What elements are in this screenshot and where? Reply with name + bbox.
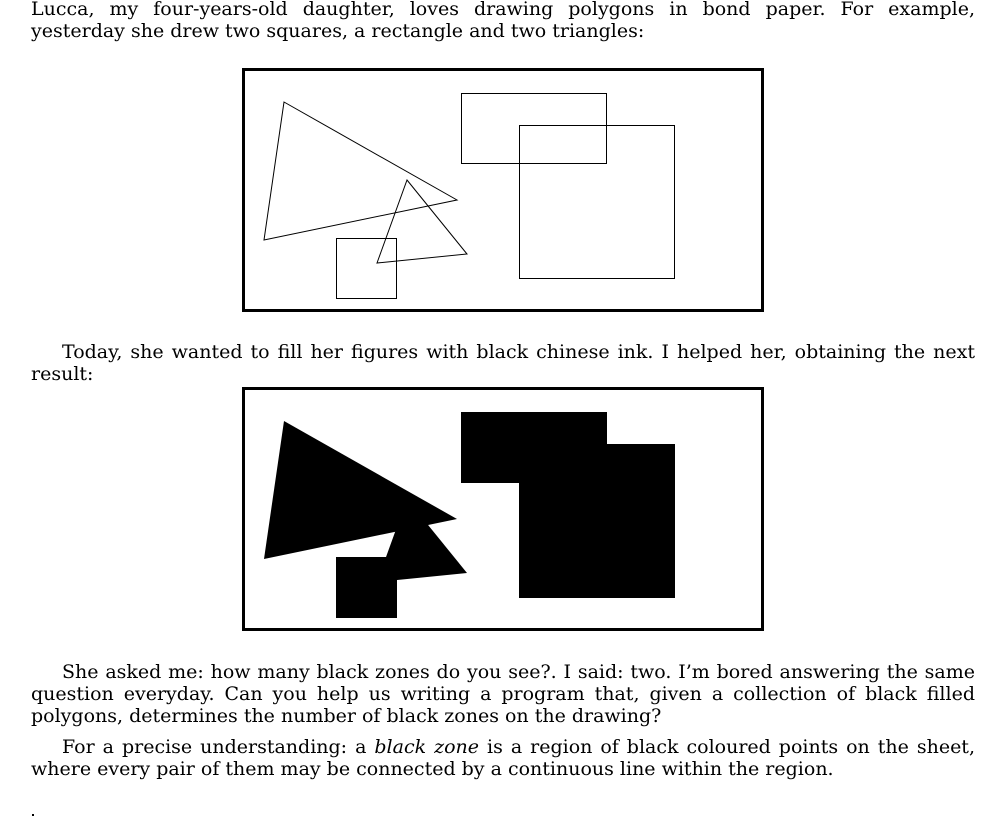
drawing-frame <box>244 70 763 311</box>
definition-text-pre: For a precise understanding: a <box>62 736 375 758</box>
page-speck <box>32 814 34 816</box>
paragraph-ink: Today, she wanted to fill her figures with black chinese ink. I helped her, obtaining the next result: <box>31 341 975 385</box>
definition-term: black zone <box>374 736 480 758</box>
figure-filled-polygons <box>242 387 764 631</box>
paragraph-definition <box>31 736 975 780</box>
figure-outline-polygons <box>242 68 764 312</box>
filled-large-square <box>519 444 675 598</box>
filled-small-square <box>336 557 397 618</box>
paragraph-question: She asked me: how many black zones do you see?. I said: two. I’m bored answering the same question everyday. Can you help us writing a program that, given a collection of black filled polygons, determines the number of black zones on the drawing? <box>31 661 975 727</box>
paragraph-intro: Lucca, my four-years-old daughter, loves drawing polygons in bond paper. For example, yesterday she drew two squares, a rectangle and two triangles: <box>31 0 975 42</box>
definition-text-post: is a region of black coloured points on the sheet, where every pair of them may be connected by a continuous line within the region. <box>31 736 975 780</box>
